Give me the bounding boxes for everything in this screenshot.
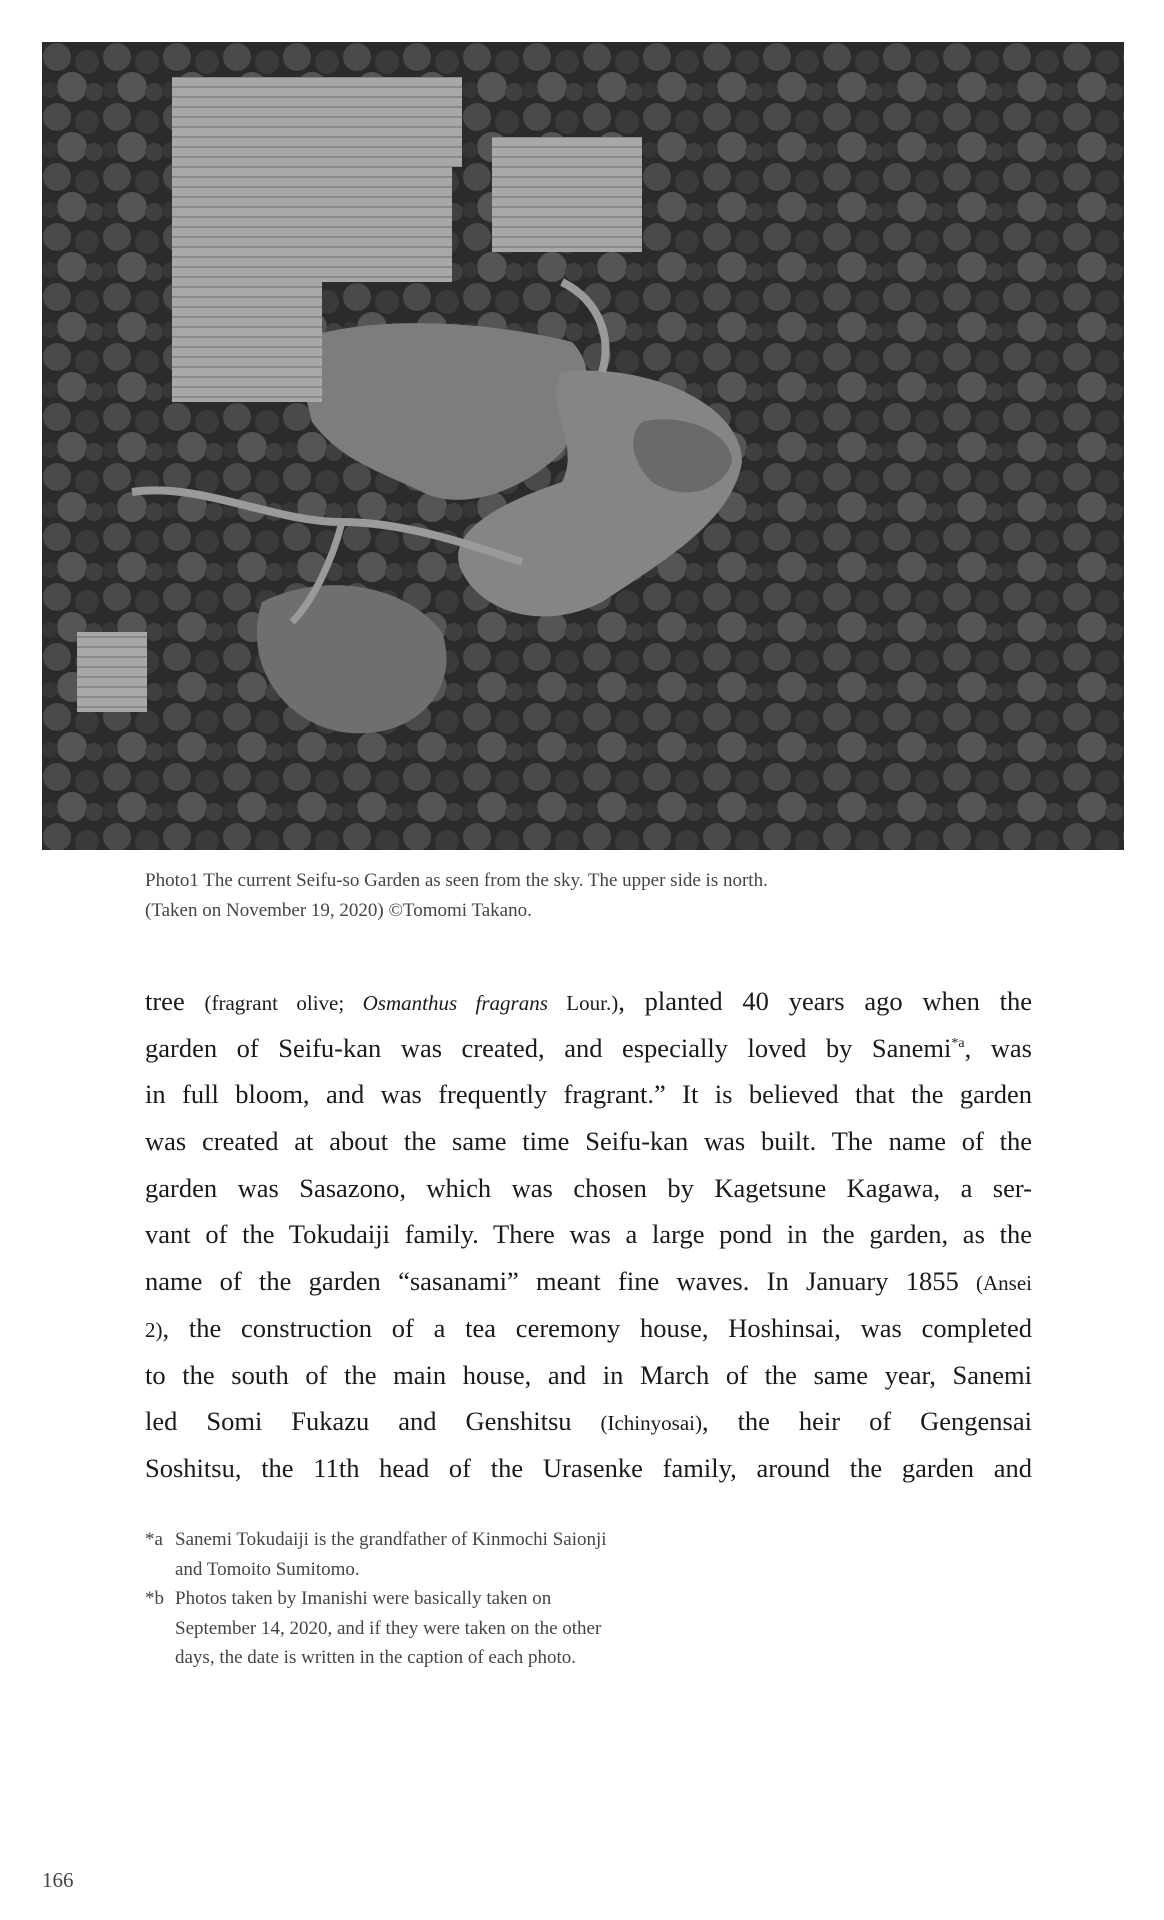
body-line: led Somi Fukazu and Genshitsu (Ichinyosai), the heir of Gengensai [145,1406,1032,1437]
footnote-line: September 14, 2020, and if they were taken on the other [175,1617,602,1639]
body-line: garden of Seifu-kan was created, and especially loved by Sanemi$^{*a}$, was [145,1032,1032,1063]
caption-line: Photo1 The current Seifu-so Garden as seen from the sky. The upper side is north. [145,870,768,891]
body-line: was created at about the same time Seifu-kan was built. The name of the [145,1126,1032,1157]
footnote-line: days, the date is written in the caption of each photo. [175,1647,576,1668]
footnote-line: and Tomoito Sumitomo. [175,1558,360,1580]
body-line: to the south of the main house, and in March of the same year, Sanemi [145,1359,1032,1390]
body-line: 2), the construction of a tea ceremony house, Hoshinsai, was completed [145,1312,1032,1343]
body-line: name of the garden “sasanami” meant fine waves. In January 1855 (Ansei [145,1266,1032,1297]
body-line: Soshitsu, the 11th head of the Urasenke family, around the garden and [145,1452,1032,1483]
page-number: 166 [42,1868,74,1892]
footnote-mark: *a [145,1529,163,1550]
body-text [145,978,1032,1492]
aerial-garden-photo [42,42,1124,850]
body-line: vant of the Tokudaiji family. There was a large pond in the garden, as the [145,1219,1032,1250]
footnote-line: Photos taken by Imanishi were basically taken on [175,1588,552,1609]
footnote [145,1584,745,1673]
caption-line: (Taken on November 19, 2020) ©Tomomi Takano. [145,900,532,921]
footnote-ref: *a [951,1035,965,1051]
body-line: in full bloom, and was frequently fragrant.” It is believed that the garden [145,1079,1032,1110]
body-line: garden was Sasazono, which was chosen by Kagetsune Kagawa, a ser- [145,1172,1032,1203]
footnote-line: Sanemi Tokudaiji is the grandfather of Kinmochi Saionji [175,1529,607,1550]
photo-caption [145,866,1045,926]
body-line: tree (fragrant olive; Osmanthus fragrans Lour.), planted 40 years ago when the [145,986,1033,1016]
footnote [145,1525,745,1584]
garden-illustration [42,42,1124,850]
footnotes [145,1525,745,1673]
footnote-mark: *b [145,1588,164,1609]
